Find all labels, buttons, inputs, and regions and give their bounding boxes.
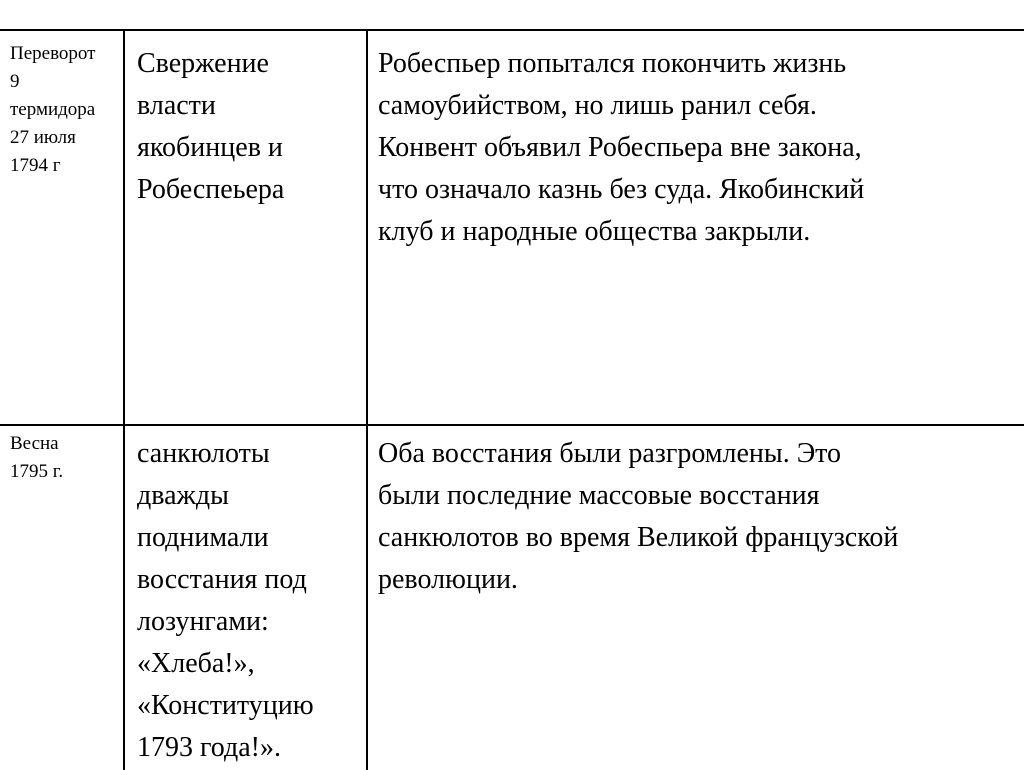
description-cell xyxy=(367,425,1024,770)
history-table xyxy=(0,29,1024,770)
table-row xyxy=(0,425,1024,770)
date-cell xyxy=(0,425,124,770)
table-row xyxy=(0,30,1024,425)
date-cell xyxy=(0,30,124,425)
event-text: санкюлоты дважды поднимали восстания под лозунгами: «Хлеба!», «Конституцию 1793 года!». xyxy=(137,438,314,763)
description-text: Оба восстания были разгромлены. Это были последние массовые восстания санкюлотов во время Великой французской революции. xyxy=(378,438,899,595)
description-text: Робеспьер попытался покончить жизнь самоубийством, но лишь ранил себя. Конвент объявил Робеспьера вне закона, что означало казнь без суда. Якобинский клуб и народные общества закрыли. xyxy=(378,48,865,247)
date-text: Весна 1795 г. xyxy=(10,433,64,482)
event-cell xyxy=(124,30,367,425)
event-cell xyxy=(124,425,367,770)
date-text: Переворот 9 термидора 27 июля 1794 г xyxy=(10,43,96,176)
description-cell xyxy=(367,30,1024,425)
event-text: Свержение власти якобинцев и Робеспеьера xyxy=(137,48,285,205)
